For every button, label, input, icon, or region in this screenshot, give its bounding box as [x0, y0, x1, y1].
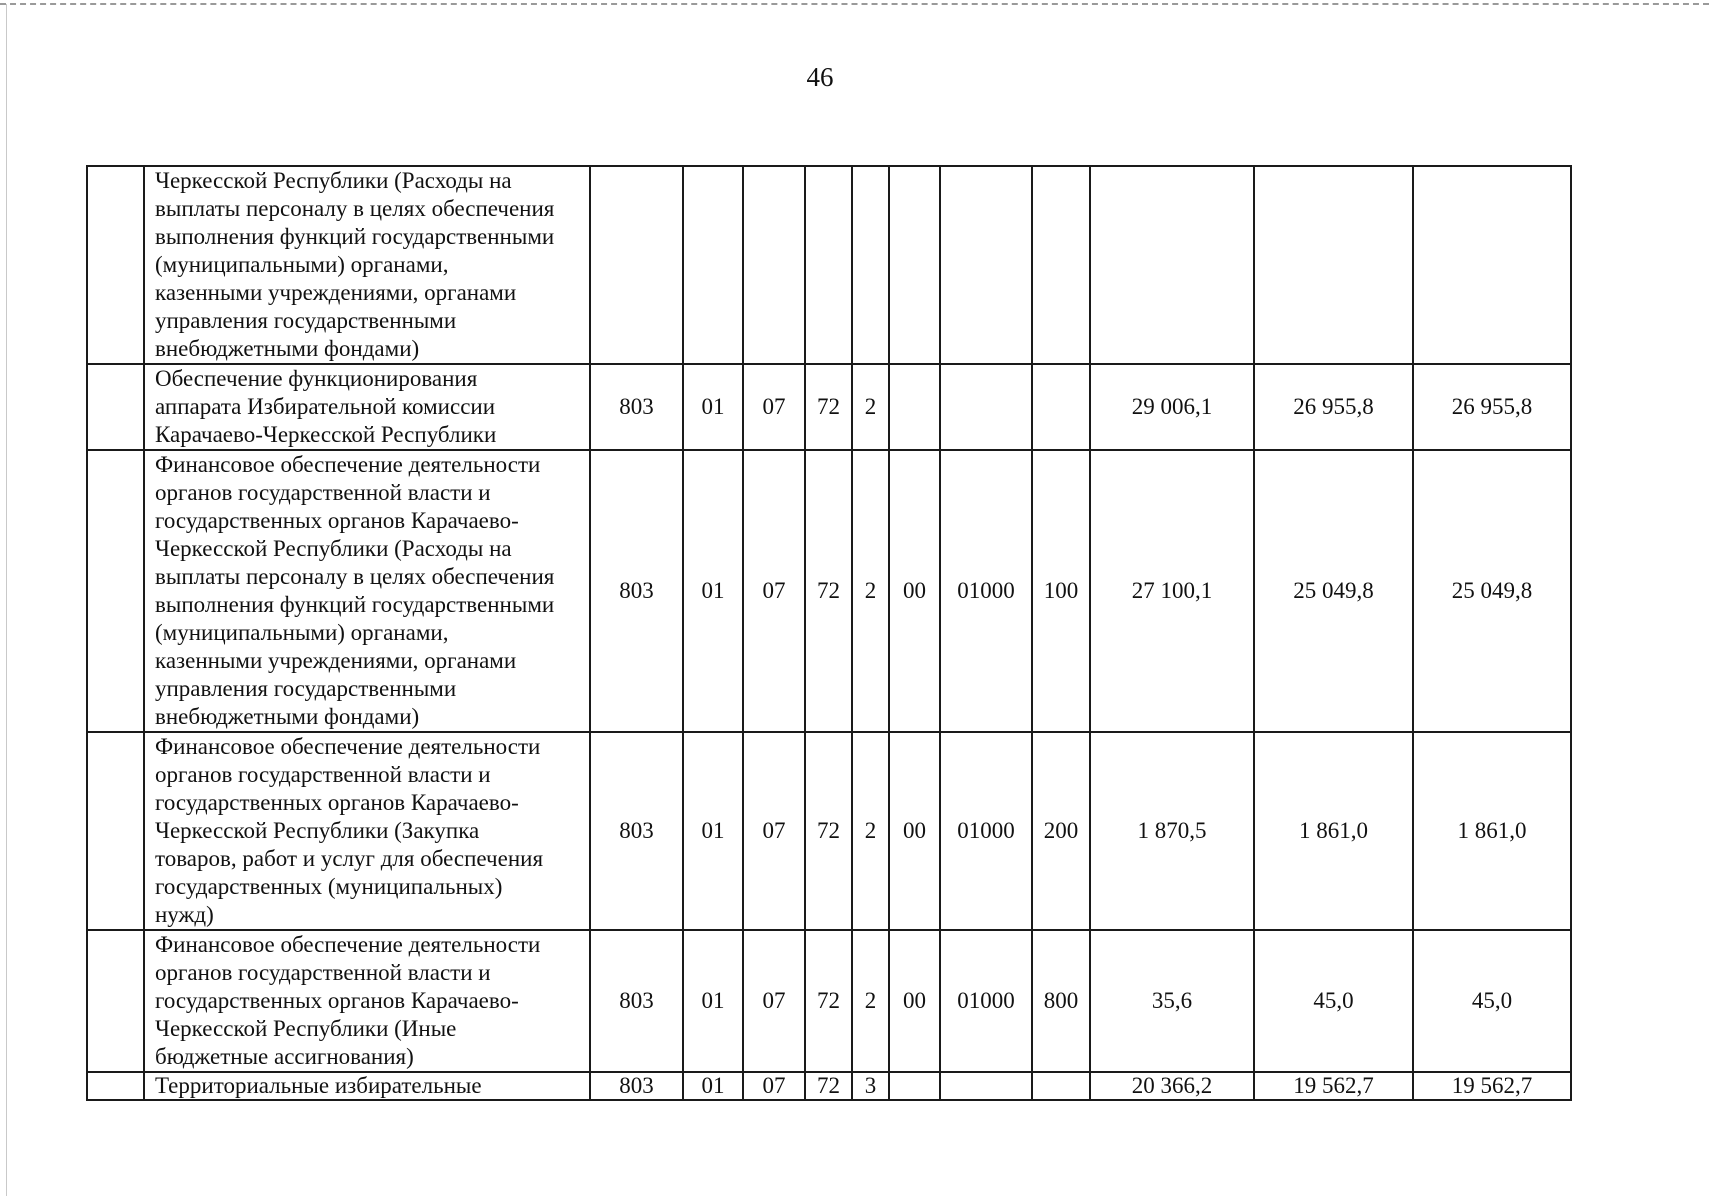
- expense-type-cell: 100: [1032, 450, 1090, 732]
- subsection-cell: 07: [743, 364, 805, 450]
- row-number-cell: [87, 364, 144, 450]
- ved-cell: 803: [590, 364, 683, 450]
- amount-year2-cell: 25 049,8: [1254, 450, 1413, 732]
- description-cell: Территориальные избирательные: [144, 1072, 590, 1100]
- ved-cell: 803: [590, 1072, 683, 1100]
- table-row: [87, 1072, 1571, 1100]
- section-cell: 01: [683, 450, 743, 732]
- amount-year3-cell: 26 955,8: [1413, 364, 1571, 450]
- row-number-cell: [87, 1072, 144, 1100]
- table-row: [87, 732, 1571, 930]
- row-number-cell: [87, 732, 144, 930]
- target-code-3-cell: [889, 364, 940, 450]
- expense-type-cell: [1032, 1072, 1090, 1100]
- ved-cell: 803: [590, 930, 683, 1072]
- amount-year2-cell: 19 562,7: [1254, 1072, 1413, 1100]
- target-code-1-cell: [805, 166, 852, 364]
- target-code-2-cell: [852, 166, 889, 364]
- amount-year3-cell: 45,0: [1413, 930, 1571, 1072]
- amount-year3-cell: 1 861,0: [1413, 732, 1571, 930]
- target-code-3-cell: 00: [889, 732, 940, 930]
- target-code-4-cell: [940, 364, 1032, 450]
- target-code-2-cell: 2: [852, 732, 889, 930]
- target-code-4-cell: [940, 1072, 1032, 1100]
- amount-year3-cell: 19 562,7: [1413, 1072, 1571, 1100]
- page-number: 46: [806, 62, 834, 92]
- amount-year2-cell: 26 955,8: [1254, 364, 1413, 450]
- description-cell: Финансовое обеспечение деятельности органов государственной власти и государственных органов Карачаево- Черкесской Республики (Закупка товаров, работ и услуг для обеспечения государственных (муниципальных) нужд): [144, 732, 590, 930]
- subsection-cell: [743, 166, 805, 364]
- target-code-3-cell: [889, 1072, 940, 1100]
- target-code-2-cell: 2: [852, 930, 889, 1072]
- target-code-1-cell: 72: [805, 450, 852, 732]
- subsection-cell: 07: [743, 450, 805, 732]
- table-row: [87, 450, 1571, 732]
- description-cell: Финансовое обеспечение деятельности органов государственной власти и государственных органов Карачаево- Черкесской Республики (Иные бюджетные ассигнования): [144, 930, 590, 1072]
- scan-top-edge: [0, 3, 1709, 5]
- amount-year2-cell: 45,0: [1254, 930, 1413, 1072]
- amount-year1-cell: 27 100,1: [1090, 450, 1254, 732]
- ved-cell: 803: [590, 450, 683, 732]
- scan-left-edge: [6, 4, 7, 1196]
- target-code-3-cell: 00: [889, 930, 940, 1072]
- table-row: [87, 166, 1571, 364]
- expense-type-cell: [1032, 364, 1090, 450]
- target-code-4-cell: 01000: [940, 450, 1032, 732]
- budget-table: [86, 165, 1572, 1101]
- section-cell: 01: [683, 364, 743, 450]
- expense-type-cell: [1032, 166, 1090, 364]
- description-cell: Финансовое обеспечение деятельности органов государственной власти и государственных органов Карачаево- Черкесской Республики (Расходы на выплаты персоналу в целях обеспечения выполнения функций государственными (муниципальными) органами, казенными учреждениями, органами управления государственными внебюджетными фондами): [144, 450, 590, 732]
- amount-year2-cell: 1 861,0: [1254, 732, 1413, 930]
- amount-year1-cell: 29 006,1: [1090, 364, 1254, 450]
- amount-year3-cell: [1413, 166, 1571, 364]
- row-number-cell: [87, 166, 144, 364]
- amount-year1-cell: [1090, 166, 1254, 364]
- section-cell: 01: [683, 930, 743, 1072]
- ved-cell: [590, 166, 683, 364]
- section-cell: 01: [683, 732, 743, 930]
- target-code-2-cell: 2: [852, 364, 889, 450]
- table-row: [87, 930, 1571, 1072]
- target-code-3-cell: 00: [889, 450, 940, 732]
- description-cell: Обеспечение функционирования аппарата Избирательной комиссии Карачаево-Черкесской Республики: [144, 364, 590, 450]
- target-code-3-cell: [889, 166, 940, 364]
- row-number-cell: [87, 930, 144, 1072]
- target-code-1-cell: 72: [805, 732, 852, 930]
- description-cell: Черкесской Республики (Расходы на выплаты персоналу в целях обеспечения выполнения функций государственными (муниципальными) органами, казенными учреждениями, органами управления государственными внебюджетными фондами): [144, 166, 590, 364]
- target-code-4-cell: 01000: [940, 930, 1032, 1072]
- section-cell: 01: [683, 1072, 743, 1100]
- expense-type-cell: 800: [1032, 930, 1090, 1072]
- subsection-cell: 07: [743, 732, 805, 930]
- target-code-1-cell: 72: [805, 1072, 852, 1100]
- amount-year1-cell: 1 870,5: [1090, 732, 1254, 930]
- section-cell: [683, 166, 743, 364]
- row-number-cell: [87, 450, 144, 732]
- subsection-cell: 07: [743, 930, 805, 1072]
- target-code-4-cell: 01000: [940, 732, 1032, 930]
- amount-year3-cell: 25 049,8: [1413, 450, 1571, 732]
- subsection-cell: 07: [743, 1072, 805, 1100]
- ved-cell: 803: [590, 732, 683, 930]
- target-code-1-cell: 72: [805, 930, 852, 1072]
- expense-type-cell: 200: [1032, 732, 1090, 930]
- target-code-1-cell: 72: [805, 364, 852, 450]
- amount-year2-cell: [1254, 166, 1413, 364]
- table-row: [87, 364, 1571, 450]
- target-code-4-cell: [940, 166, 1032, 364]
- target-code-2-cell: 3: [852, 1072, 889, 1100]
- amount-year1-cell: 20 366,2: [1090, 1072, 1254, 1100]
- target-code-2-cell: 2: [852, 450, 889, 732]
- amount-year1-cell: 35,6: [1090, 930, 1254, 1072]
